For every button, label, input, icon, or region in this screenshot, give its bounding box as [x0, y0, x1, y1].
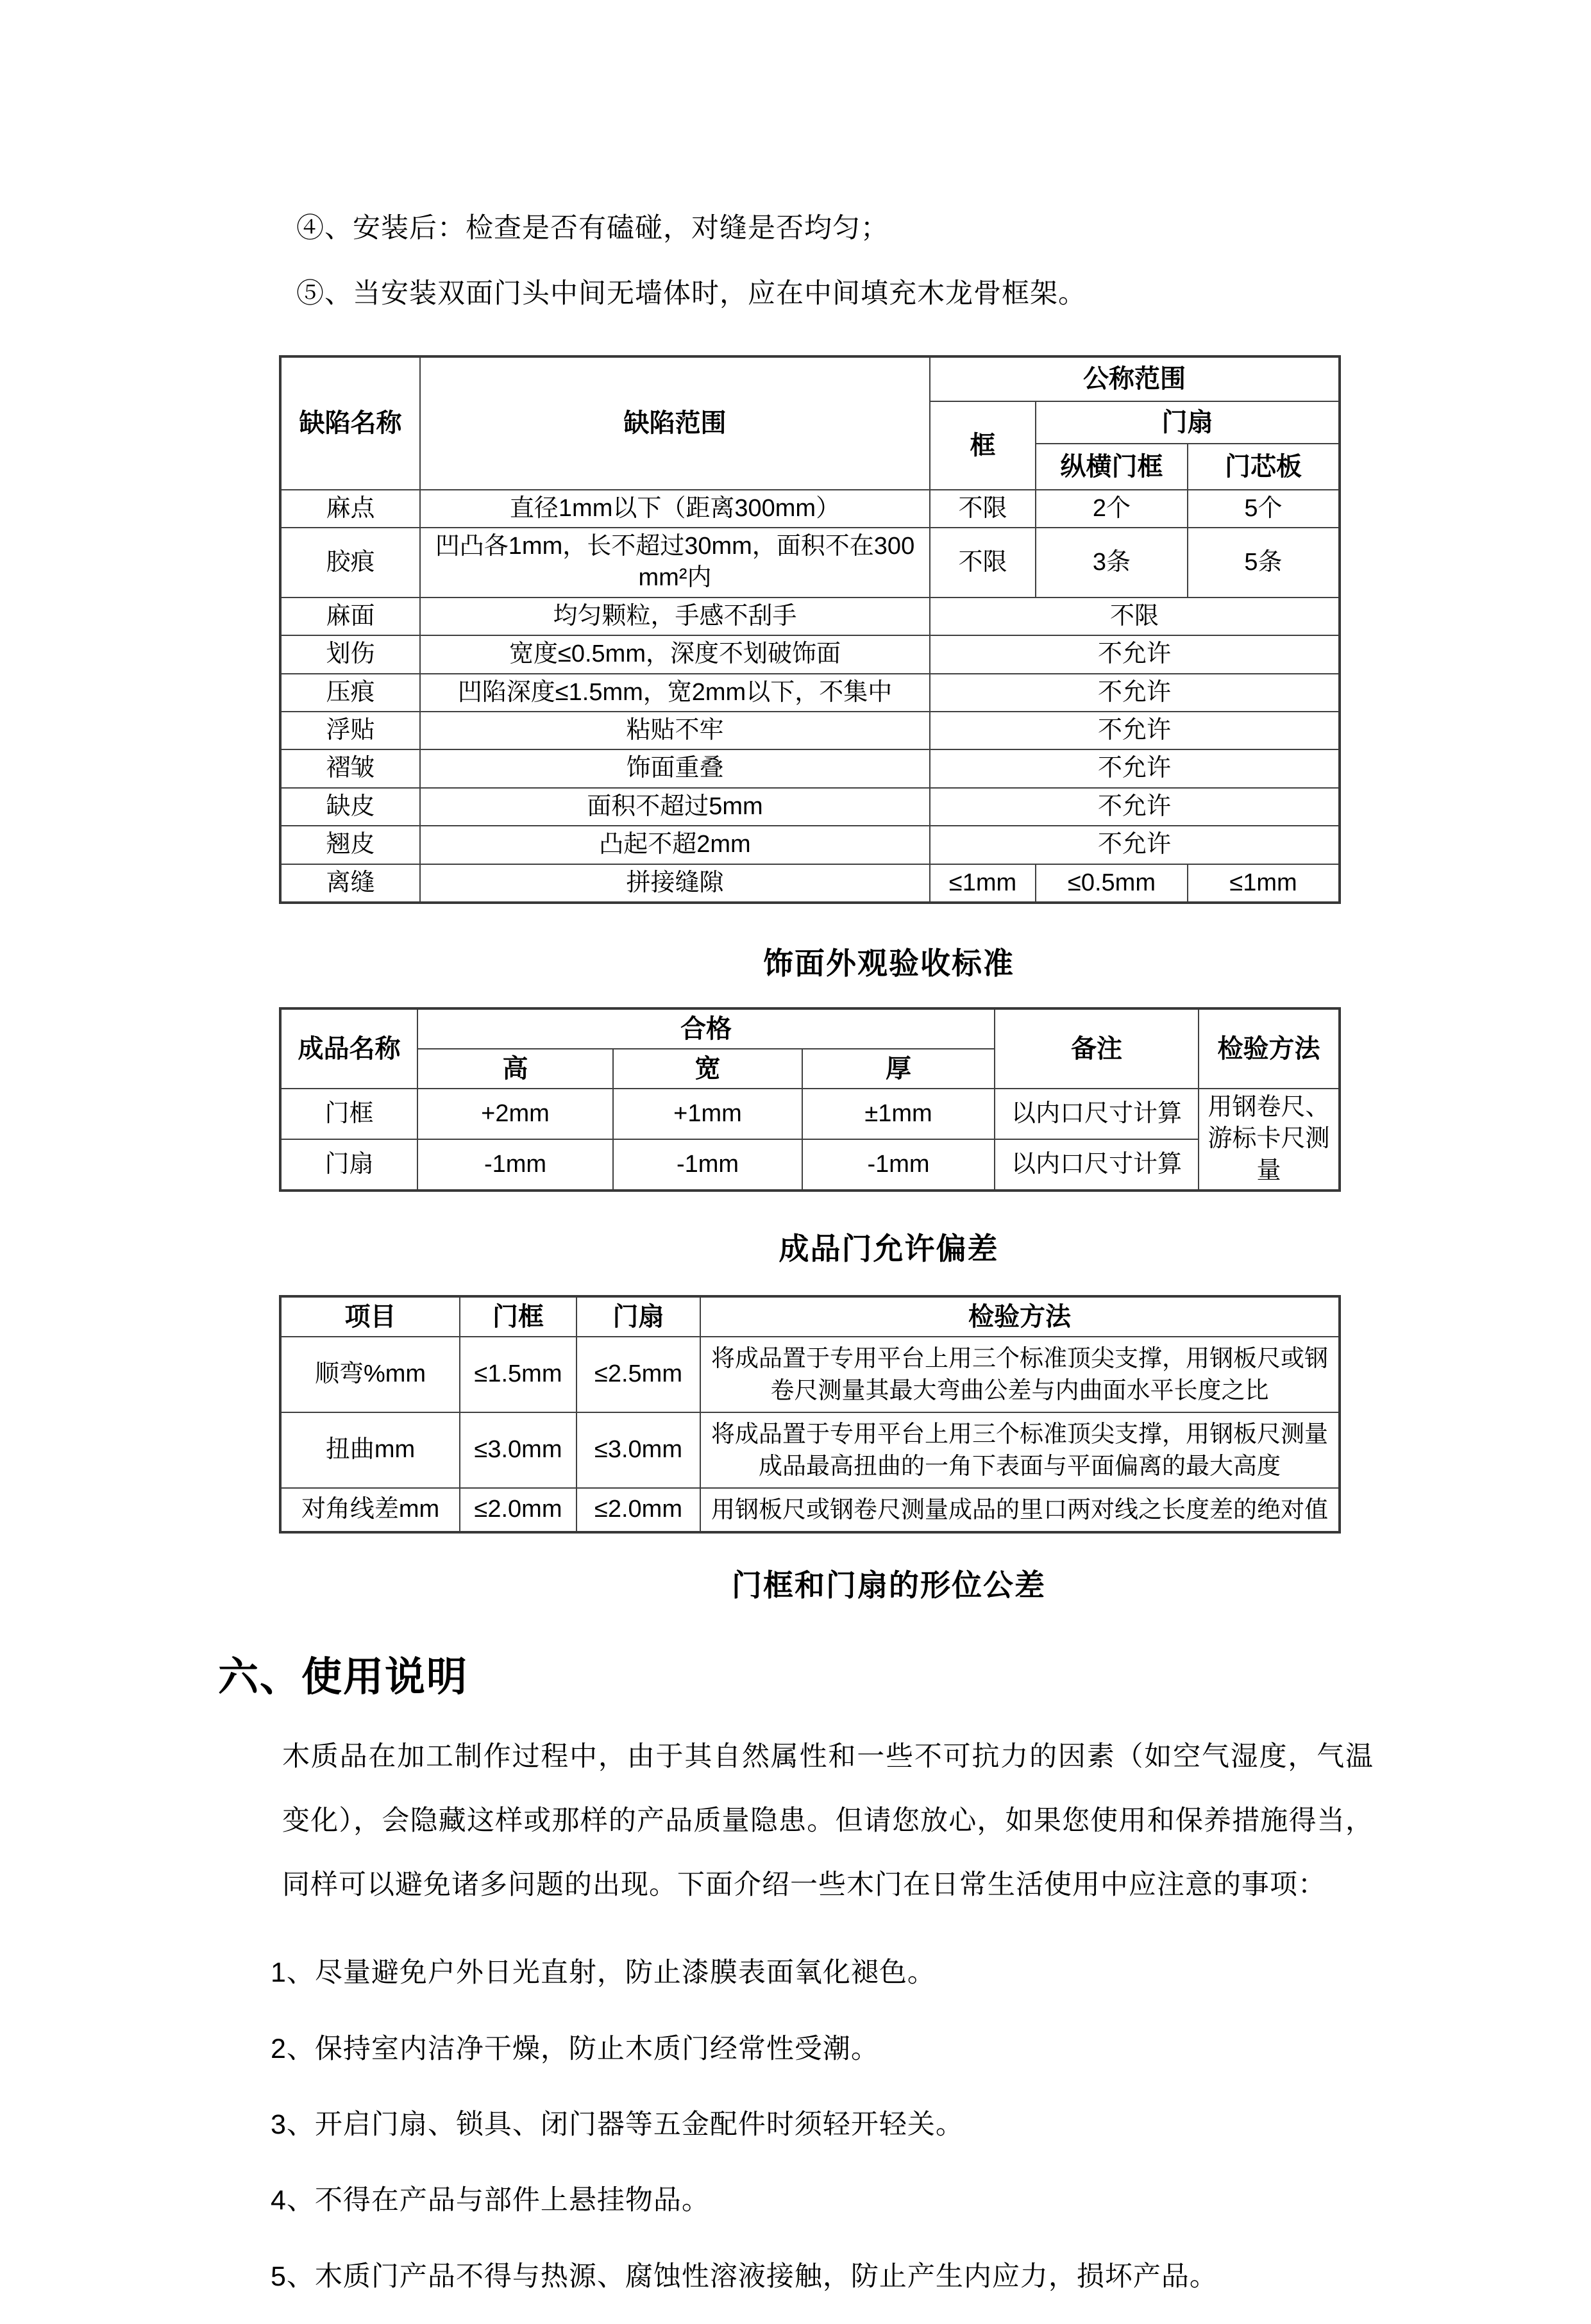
- cell-thickness-dev: ±1mm: [802, 1089, 995, 1139]
- cell-core-limit: 5个: [1188, 490, 1340, 528]
- table-row: [280, 749, 1340, 787]
- cell-width-dev: +1mm: [613, 1089, 802, 1139]
- cell-method: 用钢卷尺、游标卡尺测量: [1199, 1089, 1340, 1191]
- cell-vh-limit: 3条: [1036, 528, 1188, 598]
- cell-item: 对角线差mm: [280, 1488, 460, 1532]
- cell-height-dev: -1mm: [417, 1139, 613, 1191]
- defects-table: [279, 355, 1341, 904]
- defects-col-name: 缺陷名称: [280, 356, 420, 490]
- cell-all-limit: 不允许: [930, 674, 1340, 712]
- cell-method: 将成品置于专用平台上用三个标准顶尖支撑，用钢板尺测量成品最高扭曲的一角下表面与平面偏离的最大高度: [700, 1412, 1340, 1488]
- cell-defect-name: 翘皮: [280, 826, 420, 864]
- finished-col-note: 备注: [995, 1008, 1199, 1089]
- tolerance-col-leaf: 门扇: [577, 1296, 700, 1337]
- cell-method: 将成品置于专用平台上用三个标准顶尖支撑，用钢板尺或钢卷尺测量其最大弯曲公差与内曲面水平长度之比: [700, 1337, 1340, 1412]
- finished-col-width: 宽: [613, 1049, 802, 1089]
- cell-product-name: 门扇: [280, 1139, 417, 1191]
- cell-all-limit: 不限: [930, 598, 1340, 635]
- section-paragraph: 木质品在加工制作过程中，由于其自然属性和一些不可抗力的因素（如空气湿度，气温变化），会隐藏这样或那样的产品质量隐患。但请您放心，如果您使用和保养措施得当，同样可以避免诸多问题的出现。下面介绍一些木门在日常生活使用中应注意的事项：: [282, 1741, 1374, 1901]
- cell-defect-name: 胶痕: [280, 528, 420, 598]
- usage-item-5: 5、木质门产品不得与热源、腐蚀性溶液接触，防止产生内应力，损坏产品。: [271, 2261, 1218, 2292]
- cell-item: 扭曲mm: [280, 1412, 460, 1488]
- document-content: [218, 208, 1374, 2324]
- table-row: [280, 712, 1340, 749]
- cell-defect-name: 麻面: [280, 598, 420, 635]
- table-row: [280, 674, 1340, 712]
- cell-leaf-tol: ≤2.0mm: [577, 1488, 700, 1532]
- cell-defect-name: 离缝: [280, 864, 420, 903]
- cell-defect-range: 拼接缝隙: [420, 864, 930, 903]
- cell-note: 以内口尺寸计算: [995, 1089, 1199, 1139]
- cell-width-dev: -1mm: [613, 1139, 802, 1191]
- cell-product-name: 门框: [280, 1089, 417, 1139]
- table-row: [280, 1412, 1340, 1488]
- table-row: [280, 598, 1340, 635]
- table-row: [280, 490, 1340, 528]
- cell-defect-range: 均匀颗粒，手感不刮手: [420, 598, 930, 635]
- usage-item-3: 3、开启门扇、锁具、闭门器等五金配件时须轻开轻关。: [271, 2109, 964, 2141]
- cell-item: 顺弯%mm: [280, 1337, 460, 1412]
- cell-height-dev: +2mm: [417, 1089, 613, 1139]
- finished-col-thickness: 厚: [802, 1049, 995, 1089]
- finished-col-method: 检验方法: [1199, 1008, 1340, 1089]
- spacer: [218, 340, 1374, 355]
- install-step-4: ④、安装后：检查是否有磕碰，对缝是否均匀；: [296, 213, 889, 244]
- table-row: [280, 864, 1340, 903]
- cell-core-limit: ≤1mm: [1188, 864, 1340, 903]
- cell-defect-range: 宽度≤0.5mm，深度不划破饰面: [420, 635, 930, 673]
- cell-defect-range: 粘贴不牢: [420, 712, 930, 749]
- table-row: [280, 528, 1340, 598]
- cell-defect-range: 凸起不超2mm: [420, 826, 930, 864]
- defects-col-leaf: 门扇: [1036, 401, 1340, 444]
- defects-col-range: 缺陷范围: [420, 356, 930, 490]
- finished-product-table: [279, 1007, 1341, 1192]
- cell-frame-limit: ≤1mm: [930, 864, 1036, 903]
- cell-frame-tol: ≤1.5mm: [460, 1337, 577, 1412]
- cell-defect-range: 饰面重叠: [420, 749, 930, 787]
- table-row: [280, 1139, 1340, 1191]
- tolerance-col-frame: 门框: [460, 1296, 577, 1337]
- usage-item-1: 1、尽量避免户外日光直射，防止漆膜表面氧化褪色。: [271, 1957, 936, 1989]
- cell-frame-tol: ≤2.0mm: [460, 1488, 577, 1532]
- table-row: [280, 1488, 1340, 1532]
- cell-defect-name: 划伤: [280, 635, 420, 673]
- cell-all-limit: 不允许: [930, 788, 1340, 826]
- cell-defect-name: 缺皮: [280, 788, 420, 826]
- finished-col-pass: 合格: [417, 1008, 995, 1049]
- cell-defect-name: 麻点: [280, 490, 420, 528]
- table-row: [280, 1337, 1340, 1412]
- cell-defect-range: 面积不超过5mm: [420, 788, 930, 826]
- section-heading: 六、使用说明: [218, 1654, 468, 1700]
- defects-col-nominal: 公称范围: [930, 356, 1340, 401]
- cell-leaf-tol: ≤3.0mm: [577, 1412, 700, 1488]
- cell-defect-range: 凹陷深度≤1.5mm，宽2mm以下，不集中: [420, 674, 930, 712]
- finished-col-name: 成品名称: [280, 1008, 417, 1089]
- finished-table-caption: 成品门允许偏差: [779, 1232, 999, 1266]
- cell-defect-name: 浮贴: [280, 712, 420, 749]
- defects-col-vh-frame: 纵横门框: [1036, 444, 1188, 490]
- cell-note: 以内口尺寸计算: [995, 1139, 1199, 1191]
- usage-item-4: 4、不得在产品与部件上悬挂物品。: [271, 2185, 710, 2216]
- tolerance-table-caption: 门框和门扇的形位公差: [732, 1567, 1046, 1602]
- cell-all-limit: 不允许: [930, 826, 1340, 864]
- cell-frame-limit: 不限: [930, 490, 1036, 528]
- table-row: [280, 826, 1340, 864]
- cell-core-limit: 5条: [1188, 528, 1340, 598]
- cell-frame-limit: 不限: [930, 528, 1036, 598]
- cell-all-limit: 不允许: [930, 712, 1340, 749]
- table-row: [280, 635, 1340, 673]
- finished-col-height: 高: [417, 1049, 613, 1089]
- cell-all-limit: 不允许: [930, 635, 1340, 673]
- cell-defect-name: 压痕: [280, 674, 420, 712]
- cell-method: 用钢板尺或钢卷尺测量成品的里口两对线之长度差的绝对值: [700, 1488, 1340, 1532]
- defects-col-frame: 框: [930, 401, 1036, 490]
- cell-thickness-dev: -1mm: [802, 1139, 995, 1191]
- cell-defect-range: 直径1mm以下（距离300mm）: [420, 490, 930, 528]
- cell-vh-limit: 2个: [1036, 490, 1188, 528]
- tolerance-col-item: 项目: [280, 1296, 460, 1337]
- install-step-5: ⑤、当安装双面门头中间无墙体时，应在中间填充木龙骨框架。: [296, 278, 1086, 310]
- defects-table-caption: 饰面外观验收标准: [763, 946, 1014, 980]
- table-row: [280, 788, 1340, 826]
- usage-item-2: 2、保持室内洁净干燥，防止木质门经常性受潮。: [271, 2033, 879, 2064]
- cell-leaf-tol: ≤2.5mm: [577, 1337, 700, 1412]
- table-row: [280, 1089, 1340, 1139]
- cell-vh-limit: ≤0.5mm: [1036, 864, 1188, 903]
- cell-frame-tol: ≤3.0mm: [460, 1412, 577, 1488]
- cell-defect-range: 凹凸各1mm，长不超过30mm，面积不在300mm²内: [420, 528, 930, 598]
- tolerance-col-method: 检验方法: [700, 1296, 1340, 1337]
- cell-all-limit: 不允许: [930, 749, 1340, 787]
- cell-defect-name: 褶皱: [280, 749, 420, 787]
- tolerance-table: [279, 1295, 1341, 1534]
- defects-col-core: 门芯板: [1188, 444, 1340, 490]
